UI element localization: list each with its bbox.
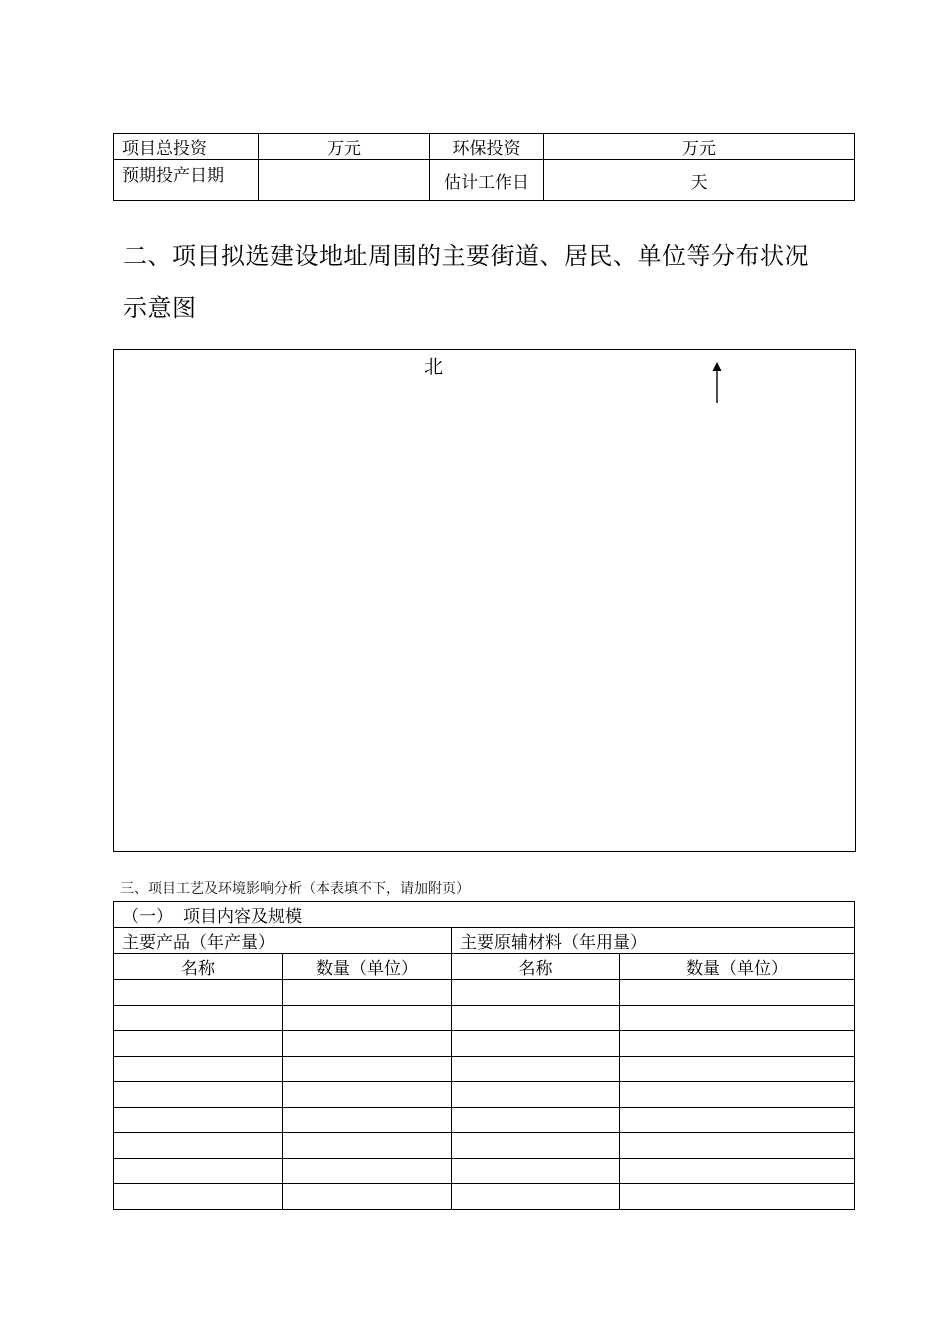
product-quantity-header: 数量（单位） xyxy=(283,954,452,980)
section2-heading xyxy=(123,230,863,334)
material-quantity-cell[interactable] xyxy=(620,1184,855,1210)
table-row xyxy=(114,1133,855,1159)
material-quantity-cell[interactable] xyxy=(620,1056,855,1082)
product-quantity-cell[interactable] xyxy=(283,1133,452,1159)
subsection-number: （一） xyxy=(122,907,173,927)
site-map-area[interactable] xyxy=(113,349,856,852)
product-name-cell[interactable] xyxy=(114,1082,283,1108)
material-quantity-cell[interactable] xyxy=(620,1158,855,1184)
material-quantity-cell[interactable] xyxy=(620,1082,855,1108)
material-name-cell[interactable] xyxy=(452,980,620,1006)
materials-header: 主要原辅材料（年用量） xyxy=(452,928,855,954)
material-name-cell[interactable] xyxy=(452,1158,620,1184)
arrow-up-icon xyxy=(710,362,724,404)
product-name-cell[interactable] xyxy=(114,1107,283,1133)
product-name-cell[interactable] xyxy=(114,980,283,1006)
expected-production-date-label: 预期投产日期 xyxy=(114,160,259,201)
product-name-cell[interactable] xyxy=(114,1184,283,1210)
product-quantity-cell[interactable] xyxy=(283,1031,452,1057)
product-quantity-cell[interactable] xyxy=(283,1107,452,1133)
products-header: 主要产品（年产量） xyxy=(114,928,452,954)
product-name-cell[interactable] xyxy=(114,1031,283,1057)
group-header-row xyxy=(114,928,855,954)
product-quantity-cell[interactable] xyxy=(283,1082,452,1108)
material-quantity-cell[interactable] xyxy=(620,1107,855,1133)
product-quantity-cell[interactable] xyxy=(283,1056,452,1082)
table-row xyxy=(114,1056,855,1082)
material-name-cell[interactable] xyxy=(452,1082,620,1108)
material-name-cell[interactable] xyxy=(452,1031,620,1057)
table-row xyxy=(114,1184,855,1210)
material-name-header: 名称 xyxy=(452,954,620,980)
subsection-title xyxy=(114,902,855,928)
section3-caption: 三、项目工艺及环境影响分析（本表填不下，请加附页） xyxy=(120,881,470,897)
material-name-cell[interactable] xyxy=(452,1107,620,1133)
table-row xyxy=(114,1107,855,1133)
material-name-cell[interactable] xyxy=(452,1056,620,1082)
section2-heading-line1: 二、项目拟选建设地址周围的主要街道、居民、单位等分布状况 xyxy=(123,242,809,270)
estimated-workdays-field[interactable] xyxy=(544,160,855,201)
section2-heading-line2: 示意图 xyxy=(123,294,197,322)
product-quantity-cell[interactable] xyxy=(283,1184,452,1210)
material-quantity-header: 数量（单位） xyxy=(620,954,855,980)
product-quantity-cell[interactable] xyxy=(283,980,452,1006)
table-row xyxy=(114,1031,855,1057)
env-investment-unit: 万元 xyxy=(682,139,716,159)
table-row xyxy=(114,980,855,1006)
expected-production-date-field[interactable] xyxy=(259,160,430,201)
material-quantity-cell[interactable] xyxy=(620,1031,855,1057)
info-row xyxy=(114,160,855,201)
total-investment-field[interactable] xyxy=(259,134,430,160)
material-quantity-cell[interactable] xyxy=(620,980,855,1006)
product-name-cell[interactable] xyxy=(114,1056,283,1082)
product-quantity-cell[interactable] xyxy=(283,1005,452,1031)
total-investment-unit: 万元 xyxy=(327,139,361,159)
env-investment-field[interactable] xyxy=(544,134,855,160)
material-name-cell[interactable] xyxy=(452,1133,620,1159)
project-info-table xyxy=(113,133,855,201)
product-name-cell[interactable] xyxy=(114,1158,283,1184)
product-name-cell[interactable] xyxy=(114,1005,283,1031)
material-quantity-cell[interactable] xyxy=(620,1005,855,1031)
material-name-cell[interactable] xyxy=(452,1184,620,1210)
subsection-row xyxy=(114,902,855,928)
material-name-cell[interactable] xyxy=(452,1005,620,1031)
column-header-row xyxy=(114,954,855,980)
workdays-unit: 天 xyxy=(690,172,708,193)
info-row xyxy=(114,134,855,160)
product-name-header: 名称 xyxy=(114,954,283,980)
material-quantity-cell[interactable] xyxy=(620,1133,855,1159)
env-investment-label: 环保投资 xyxy=(430,134,544,160)
subsection-title-text: 项目内容及规模 xyxy=(183,907,302,927)
products-materials-table xyxy=(113,901,855,1210)
table-row xyxy=(114,1005,855,1031)
table-row xyxy=(114,1082,855,1108)
north-label: 北 xyxy=(424,356,444,378)
estimated-workdays-label: 估计工作日 xyxy=(430,160,544,201)
product-name-cell[interactable] xyxy=(114,1133,283,1159)
total-investment-label: 项目总投资 xyxy=(114,134,259,160)
product-quantity-cell[interactable] xyxy=(283,1158,452,1184)
table-row xyxy=(114,1158,855,1184)
